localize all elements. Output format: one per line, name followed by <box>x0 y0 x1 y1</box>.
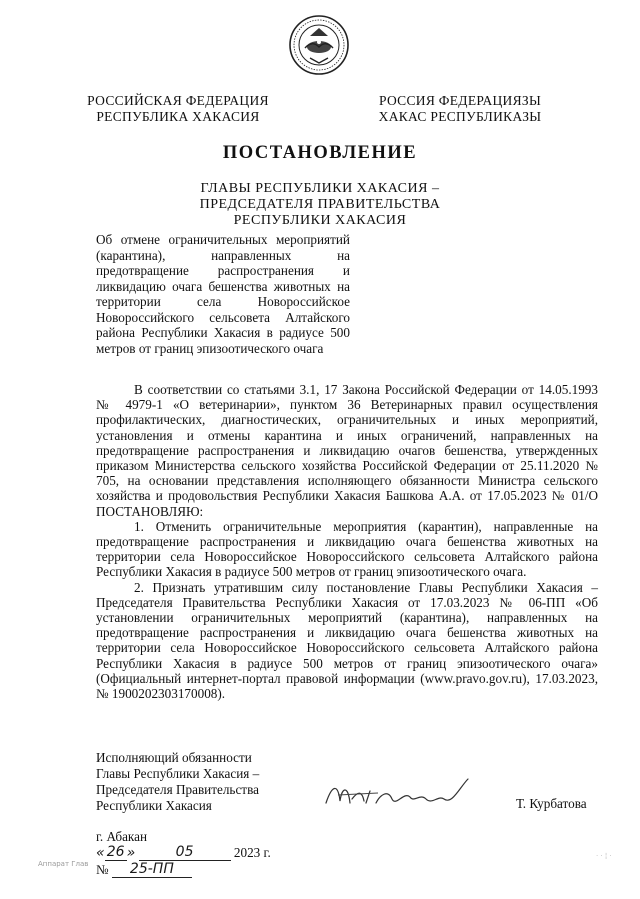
header-left <box>78 93 278 125</box>
date-year: 2023 г. <box>233 845 271 860</box>
document-number <box>96 862 192 878</box>
header-left-country: РОССИЙСКАЯ ФЕДЕРАЦИЯ <box>87 93 269 108</box>
body-item-1: 1. Отменить ограничительные мероприятия (карантин), направленные на предотвращение распространения и ликвидацию очага бешенства животных на территории села Новороссийское Новороссийского сельсовета Алтайского района Республики Хакасия в радиусе 500 метров от границ эпизоотического очага. <box>96 518 598 580</box>
scan-artifact-mark: · · ¦ · <box>596 852 612 860</box>
date-month: 05 <box>139 845 231 861</box>
body-preamble: В соответствии со статьями 3.1, 17 Закона Российской Федерации от 14.05.1993 № 4979-1 «О ветеринарии», пунктом 36 Ветеринарных правил осуществления профилактических, диагностических, ограничительных и иных мероприятий, установления и отмены карантина и иных ограничений, направленных на предотвращение распространения и ликвидацию очагов бешенства, утвержденных приказом Министерства сельского хозяйства Российской Федерации от 25.11.2020 № 705, на основании представления исполняющего обязанности Министра сельского хозяйства и продовольствия Республики Хакасия Башкова А.А. от 17.05.2023 № 01/О ПОСТАНОВЛЯЮ: <box>96 382 598 519</box>
coat-of-arms-emblem <box>288 14 350 76</box>
issuer-line-2: ПРЕДСЕДАТЕЛЯ ПРАВИТЕЛЬСТВА <box>199 197 441 212</box>
body-item-2: 2. Признать утратившим силу постановление Главы Республики Хакасия – Председателя Правительства Республики Хакасия от 17.03.2023 № 06-ПП «Об установлении ограничительных мероприятий (карантина), направленных на предотвращение распространения и ликвидацию очага бешенства животных на территории села Новороссийское Новороссийского сельсовета Алтайского района Республики Хакасия в радиусе 500 метров от границ эпизоотического очага» (Официальный интернет-портал правовой информации (www.pravo.gov.ru), 17.03.2023, № 1900202303170008). <box>96 579 598 702</box>
handwritten-signature <box>318 773 488 813</box>
signatory-line-4: Республики Хакасия <box>96 798 212 813</box>
issue-place: г. Абакан <box>96 829 148 844</box>
issuer-block <box>130 181 510 229</box>
issuer-line-1: ГЛАВЫ РЕСПУБЛИКИ ХАКАСИЯ – <box>200 181 440 196</box>
document-body <box>96 382 598 701</box>
document-title: ПОСТАНОВЛЕНИЕ <box>222 143 418 163</box>
header-left-republic: РЕСПУБЛИКА ХАКАСИЯ <box>96 109 260 124</box>
signatory-line-1: Исполняющий обязанности <box>96 750 252 765</box>
issue-date <box>96 845 271 861</box>
document-subject: Об отмене ограничительных мероприятий (карантина), направленных на предотвращение распространения и ликвидацию очага бешенства животных на территории села Новороссийское Новороссийского сельсовета Алтайского района Республики Хакасия в радиусе 500 метров от границ эпизоотического очага <box>96 232 350 356</box>
number-value: 25-ПП <box>112 862 192 878</box>
header-right-republic: ХАКАС РЕСПУБЛИКАЗЫ <box>378 109 542 124</box>
number-sign: № <box>96 862 109 877</box>
signatory-position <box>96 750 316 814</box>
issuer-line-3: РЕСПУБЛИКИ ХАКАСИЯ <box>233 213 407 228</box>
date-open-quote: « <box>96 845 105 861</box>
header-right-country: РОССИЯ ФЕДЕРАЦИЯЗЫ <box>378 93 542 108</box>
date-close-quote: » <box>126 845 136 861</box>
signatory-name: Т. Курбатова <box>516 796 587 811</box>
signatory-line-3: Председателя Правительства <box>96 782 259 797</box>
header-right <box>370 93 550 125</box>
date-day: 26 <box>105 845 127 861</box>
registry-stamp-mark: Аппарат Глав <box>38 860 89 868</box>
signatory-line-2: Главы Республики Хакасия – <box>96 766 260 781</box>
